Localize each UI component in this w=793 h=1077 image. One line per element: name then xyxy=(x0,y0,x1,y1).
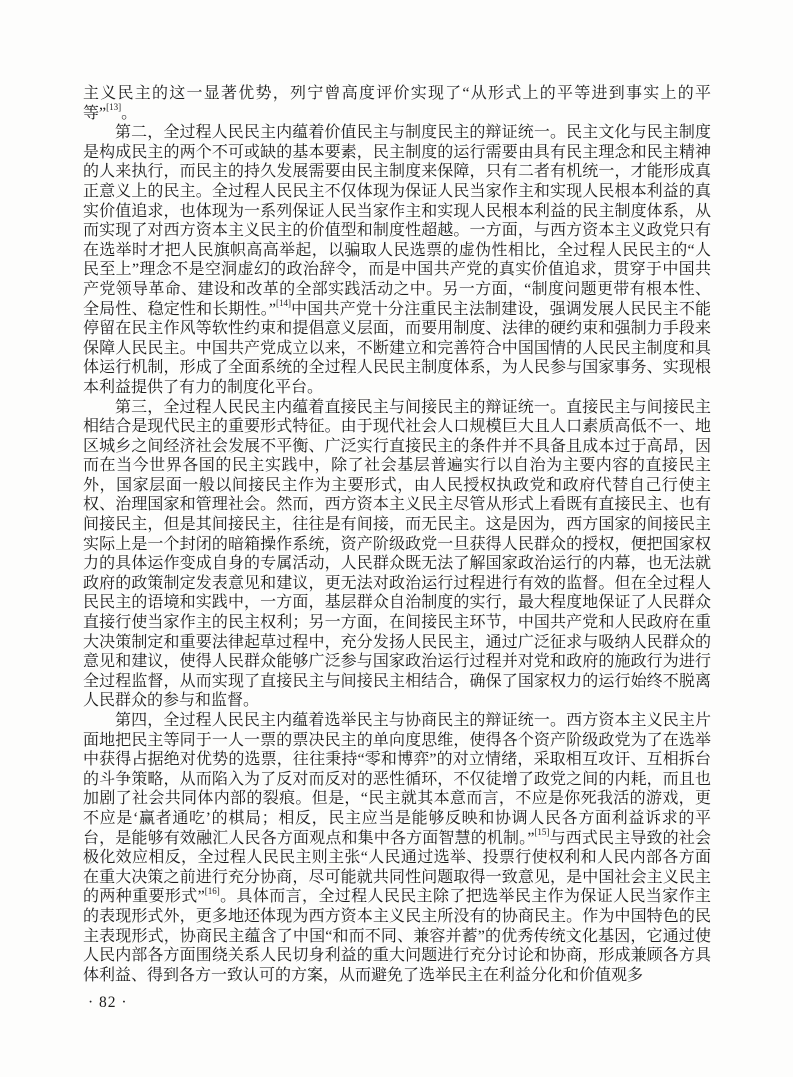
citation-marker: [16] xyxy=(204,886,220,897)
citation-marker: [14] xyxy=(275,298,291,309)
text-run: 与西式民主导致的社会极化效应相反，全过程人民民主则主张“人民通过选举、投票行使权利和人民内部各方面在重大决策之前进行充分协商，尽可能就共同性问题取得一致意见，是中国社会主义民主的两种重要形式” xyxy=(83,829,711,906)
paragraph xyxy=(83,711,711,985)
paragraph xyxy=(83,398,711,712)
text-run: 主义民主的这一显著优势，列宁曾高度评价实现了“从形式上的平等进到事实上的平等” xyxy=(83,85,711,122)
text-run: 。 xyxy=(121,104,138,122)
text-run: 第三，全过程人民民主内蕴着直接民主与间接民主的辩证统一。直接民主与间接民主相结合是现代民主的重要形式特征。由于现代社会人口规模巨大且人口素质高低不一、地区城乡之间经济社会发展不平衡、广泛实行直接民主的条件并不具备且成本过于高昂，因而在当今世界各国的民主实践中，除了社会基层普遍实行以自治为主要内容的直接民主外，国家层面一般以间接民主作为主要形式，由人民授权执政党和政府代替自己行使主权、治理国家和管理社会。然而，西方资本主义民主尽管从形式上看既有直接民主、也有间接民主，但是其间接民主，往往是有间接，而无民主。这是因为，西方国家的间接民主实际上是一个封闭的暗箱操作系统，资产阶级政党一旦获得人民群众的授权，便把国家权力的具体运作变成自身的专属活动，人民群众既无法了解国家政治运行的内幕，也无法就政府的政策制定发表意见和建议，更无法对政治运行过程进行有效的监督。但在全过程人民民主的语境和实践中，一方面，基层群众自治制度的实行，最大程度地保证了人民群众直接行使当家作主的民主权利；另一方面，在间接民主环节，中国共产党和人民政府在重大决策制定和重要法律起草过程中，充分发扬人民民主，通过广泛征求与吸纳人民群众的意见和建议，使得人民群众能够广泛参与国家政治运行过程并对党和政府的施政行为进行全过程监督，从而实现了直接民主与间接民主相结合，确保了国家权力的运行始终不脱离人民群众的参与和监督。 xyxy=(83,398,711,710)
text-run: 。具体而言，全过程人民民主除了把选举民主作为保证人民当家作主的表现形式外，更多地还体现为西方资本主义民主所没有的协商民主。作为中国特色的民主表现形式，协商民主蕴含了中国“和而不同、兼容并蓄”的优秀传统文化基因，它通过使人民内部各方面围绕关系人民切身利益的重大问题进行充分讨论和协商，形成兼顾各方具体利益、得到各方一致认可的方案，从而避免了选举民主在利益分化和价值观多 xyxy=(83,888,711,984)
citation-marker: [13] xyxy=(106,102,122,113)
body-text xyxy=(83,84,711,985)
paragraph xyxy=(83,123,711,397)
citation-marker: [15] xyxy=(534,827,550,838)
text-run: 第四，全过程人民民主内蕴着选举民主与协商民主的辩证统一。西方资本主义民主片面地把民主等同于一人一票的票决民主的单向度思维，使得各个资产阶级政党为了在选举中获得占据绝对优势的选票，往往秉持“零和博弈”的对立情绪，采取相互攻讦、互相拆台的斗争策略，从而陷入为了反对而反对的恶性循环，不仅徒增了政党之间的内耗，而且也加剧了社会共同体内部的裂痕。但是，“民主就其本意而言，不应是你死我活的游戏，更不应是‘赢者通吃’的棋局；相反，民主应当是能够反映和协调人民各方面利益诉求的平台，是能够有效融汇人民各方面观点和集中各方面智慧的机制。” xyxy=(83,712,711,847)
page-number: · 82 · xyxy=(88,994,128,1011)
paragraph xyxy=(83,84,711,123)
text-run: 第二，全过程人民民主内蕴着价值民主与制度民主的辩证统一。民主文化与民主制度是构成民主的两个不可或缺的基本要素，民主制度的运行需要由具有民主理念和民主精神的人来执行，而民主的持久发展需要由民主制度来保障，只有二者有机统一，才能形成真正意义上的民主。全过程人民民主不仅体现为保证人民当家作主和实现人民根本利益的真实价值追求，也体现为一系列保证人民当家作主和实现人民根本利益的民主制度体系，从而实现了对西方资本主义民主的价值型和制度性超越。一方面，与西方资本主义政党只有在选举时才把人民旗帜高高举起，以骗取人民选票的虚伪性相比，全过程人民民主的“人民至上”理念不是空洞虚幻的政治辞令，而是中国共产党的真实价值追求，贯穿于中国共产党领导革命、建设和改革的全部实践活动之中。另一方面，“制度问题更带有根本性、全局性、稳定性和长期性。” xyxy=(83,124,711,318)
text-run: 中国共产党十分注重民主法制建设，强调发展人民民主不能停留在民主作风等软性约束和提倡意义层面，而要用制度、法律的硬约束和强制力手段来保障人民民主。中国共产党成立以来，不断建立和完善符合中国国情的人民民主制度和具体运行机制，形成了全面系统的全过程人民民主制度体系，为人民参与国家事务、实现根本利益提供了有力的制度化平台。 xyxy=(83,300,711,396)
